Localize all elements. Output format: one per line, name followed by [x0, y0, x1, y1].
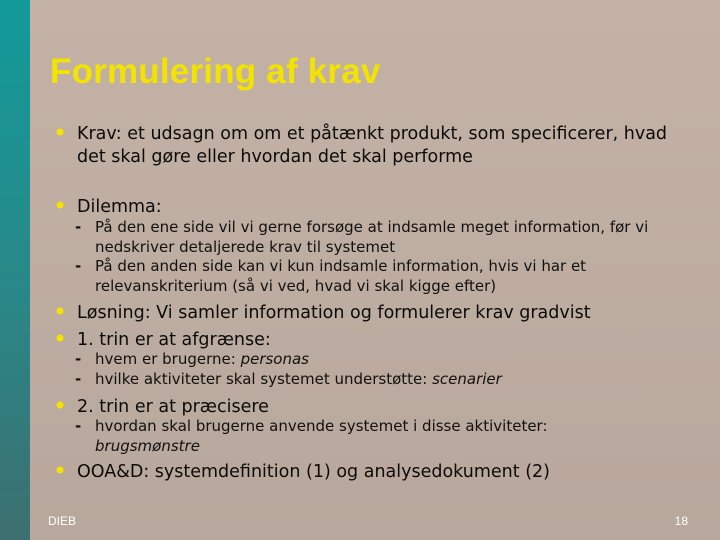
- sub-item-emphasis: brugsmønstre: [95, 436, 200, 455]
- bullet-icon: •: [53, 119, 68, 147]
- bullet-item: [53, 192, 677, 220]
- bullet-item: [53, 325, 677, 353]
- dash-icon: -: [75, 218, 82, 236]
- bullet-icon: •: [53, 192, 68, 220]
- bullet-icon: •: [53, 298, 68, 326]
- bullet-item: [53, 298, 677, 326]
- page-number: 18: [674, 514, 688, 528]
- dash-icon: -: [75, 350, 82, 368]
- bullet-item: [53, 119, 677, 168]
- bullet-icon: •: [53, 392, 68, 420]
- bullet-text: 2. trin er at præcisere: [77, 397, 269, 417]
- bullet-icon: •: [53, 457, 68, 485]
- sub-item: [75, 417, 655, 456]
- sub-item-text: På den ene side vil vi gerne forsøge at indsamle meget information, før vi nedskriver detaljerede krav til systemet: [95, 218, 649, 256]
- dash-icon: -: [75, 370, 82, 388]
- sub-item-text: hvem er brugerne:: [95, 350, 241, 368]
- sub-item-emphasis: scenarier: [432, 370, 502, 388]
- sub-item: [75, 370, 695, 390]
- sub-item-emphasis: personas: [240, 350, 309, 368]
- footer-label: DIEB: [48, 514, 77, 528]
- sub-item-text: hvilke aktiviteter skal systemet understøtte:: [95, 370, 433, 388]
- sub-item: [75, 257, 695, 296]
- dash-icon: -: [75, 257, 82, 275]
- bullet-icon: •: [53, 325, 68, 353]
- sub-item: [75, 218, 695, 257]
- sub-item-text: På den anden side kan vi kun indsamle information, hvis vi har et relevanskriterium (så vi ved, hvad vi skal kigge efter): [95, 257, 587, 295]
- bullet-text: Krav: et udsagn om om et påtænkt produkt, som specificerer, hvad det skal gøre eller hvordan det skal performe: [77, 124, 668, 167]
- dash-icon: -: [75, 417, 82, 435]
- bullet-text: 1. trin er at afgrænse:: [77, 330, 271, 350]
- bullet-text: Dilemma:: [77, 197, 162, 217]
- bullet-item: [53, 457, 677, 485]
- bullet-text: Løsning: Vi samler information og formulerer krav gradvist: [77, 303, 591, 323]
- sub-item: [75, 350, 695, 370]
- bullet-item: [53, 392, 677, 420]
- bullet-text: OOA&D: systemdefinition (1) og analysedokument (2): [77, 462, 550, 482]
- sub-item-text: hvordan skal brugerne anvende systemet i disse aktiviteter:: [95, 417, 548, 435]
- slide-title: Formulering af krav: [50, 52, 381, 91]
